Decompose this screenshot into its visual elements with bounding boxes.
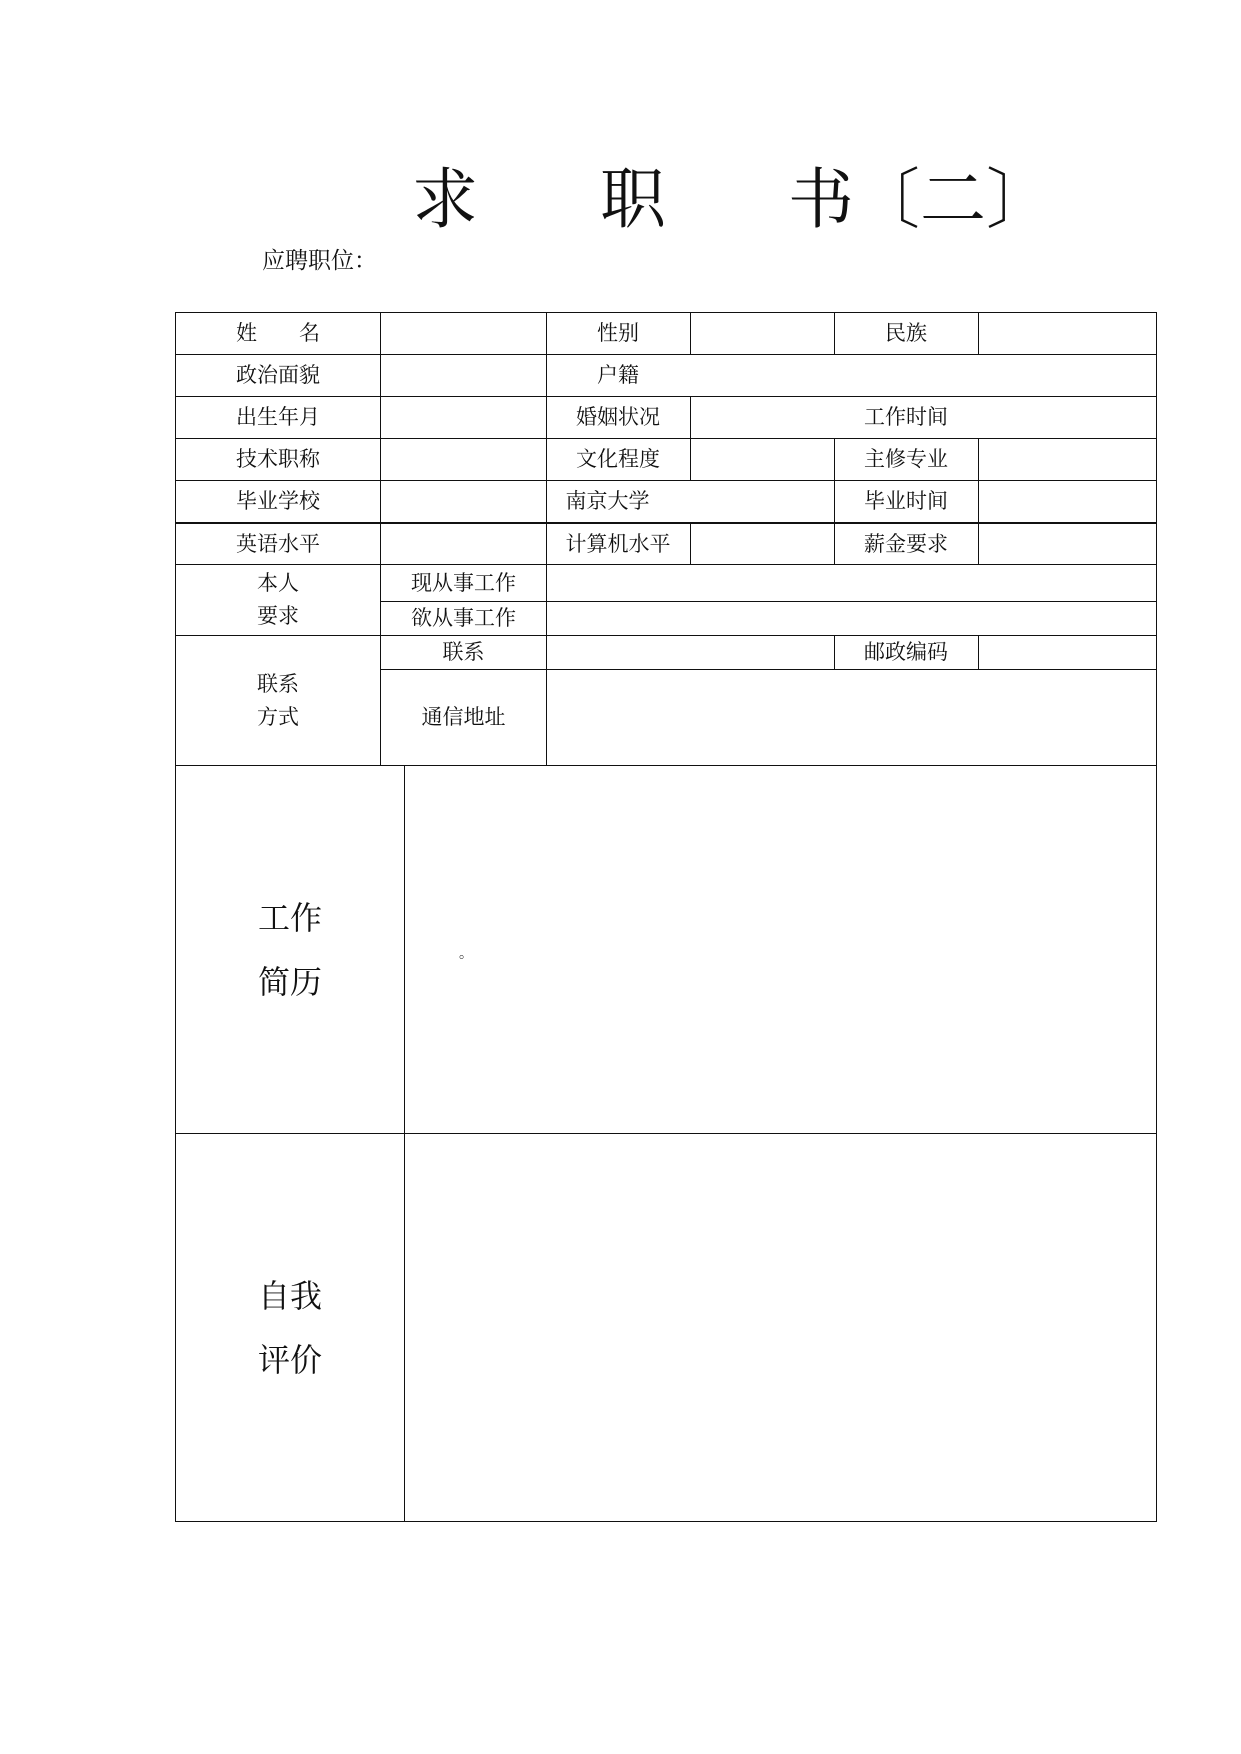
work-history-label-line2: 简历 [257, 962, 322, 1001]
applied-position-label: 应聘职位： [262, 248, 377, 274]
address-label: 通信地址 [421, 705, 506, 729]
phone-label: 联系 [442, 640, 485, 664]
gender-field[interactable] [691, 313, 834, 354]
computer-level-label: 计算机水平 [565, 531, 671, 556]
graduation-time-field[interactable] [979, 481, 1156, 522]
ethnicity-label: 民族 [885, 321, 927, 345]
application-form [175, 312, 1157, 1522]
computer-level-field[interactable] [691, 524, 834, 564]
work-history-field[interactable] [405, 766, 1156, 1133]
ethnicity-field[interactable] [979, 313, 1156, 354]
gender-label: 性别 [597, 321, 639, 345]
hukou-field[interactable] [691, 355, 1156, 396]
personal-request-label [176, 565, 380, 635]
phone-field[interactable] [547, 636, 834, 669]
marital-status-label: 婚姻状况 [576, 405, 660, 429]
postcode-field[interactable] [979, 636, 1156, 669]
birth-date-label: 出生年月 [236, 405, 320, 429]
education-label: 文化程度 [576, 447, 660, 471]
title-char-3: 书 [788, 161, 854, 238]
self-evaluation-label-line2: 评价 [257, 1340, 322, 1379]
name-field[interactable] [381, 313, 546, 354]
work-start-label: 工作时间 [864, 405, 948, 429]
address-field[interactable] [547, 670, 1156, 765]
marital-status-field[interactable] [691, 397, 834, 438]
personal-request-label-line2: 要求 [257, 604, 299, 628]
political-status-field[interactable] [381, 355, 546, 396]
desired-job-field[interactable] [547, 602, 1156, 635]
education-field[interactable] [691, 439, 834, 480]
contact-method-label [176, 636, 380, 765]
self-evaluation-label-line1: 自我 [257, 1276, 322, 1315]
current-job-label: 现从事工作 [411, 570, 516, 595]
title-char-1: 求 [412, 161, 478, 238]
tech-title-label: 技术职称 [236, 447, 320, 471]
political-status-label: 政治面貌 [236, 363, 320, 387]
contact-method-label-line2: 方式 [257, 704, 299, 729]
title-suffix: 〔二〕 [854, 161, 1052, 238]
hukou-label: 户籍 [597, 363, 639, 387]
work-start-field[interactable] [979, 397, 1156, 438]
work-history-label [176, 766, 404, 1133]
current-job-field[interactable] [547, 565, 1156, 601]
english-level-label: 英语水平 [236, 531, 320, 556]
postcode-label: 邮政编码 [864, 640, 948, 664]
major-label: 主修专业 [864, 447, 948, 471]
english-level-field[interactable] [381, 524, 546, 564]
school-label: 毕业学校 [236, 489, 320, 513]
self-evaluation-field[interactable] [405, 1134, 1156, 1521]
name-label: 姓 名 [236, 321, 320, 345]
self-evaluation-label [176, 1134, 404, 1521]
title-char-2: 职 [600, 161, 666, 238]
tech-title-field[interactable] [381, 439, 546, 480]
contact-method-label-line1: 联系 [257, 671, 299, 696]
personal-request-label-line1: 本人 [257, 571, 299, 595]
salary-field[interactable] [979, 524, 1156, 564]
birth-date-field[interactable] [381, 397, 546, 438]
work-history-label-line1: 工作 [257, 898, 322, 937]
desired-job-label: 欲从事工作 [411, 606, 516, 630]
work-history-mark: 。 [459, 946, 473, 962]
graduation-time-label: 毕业时间 [864, 489, 948, 513]
school-field[interactable]: 南京大学 [565, 489, 650, 513]
salary-label: 薪金要求 [864, 531, 948, 556]
major-field[interactable] [979, 439, 1156, 480]
